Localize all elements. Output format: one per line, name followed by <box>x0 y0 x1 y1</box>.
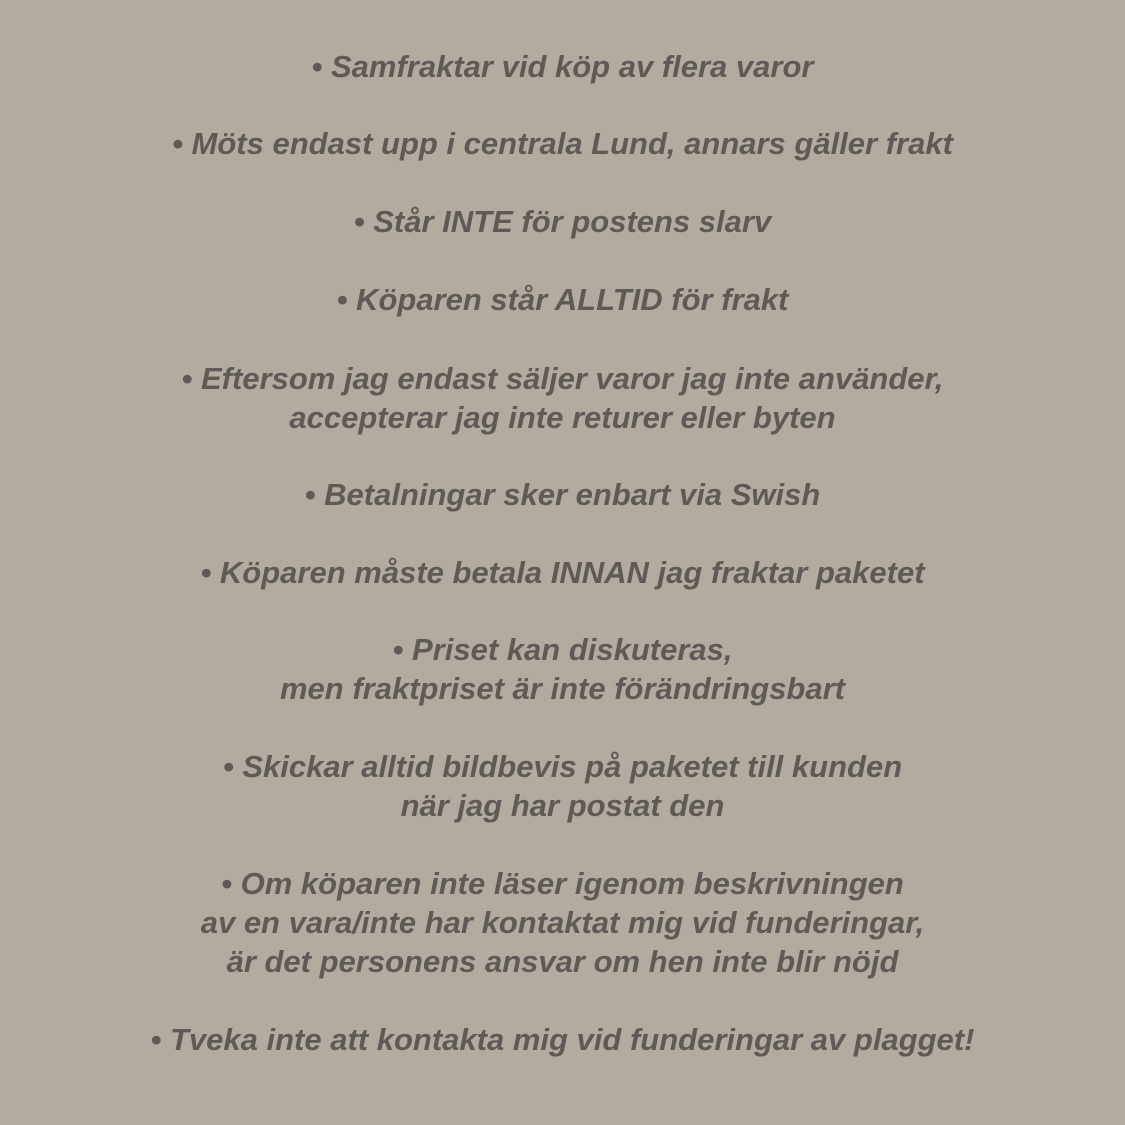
rule-no-returns <box>0 359 1125 437</box>
rule-combined-shipping <box>0 47 1125 86</box>
rule-line: • Köparen måste betala INNAN jag fraktar paketet <box>200 555 925 590</box>
rule-meetup-lund <box>0 124 1125 163</box>
rule-line: men fraktpriset är inte förändringsbart <box>279 671 845 706</box>
rule-line: • Om köparen inte läser igenom beskrivningen <box>221 866 904 901</box>
rule-line: • Eftersom jag endast säljer varor jag inte använder, <box>181 361 944 396</box>
rule-contact-me <box>0 1020 1125 1059</box>
rule-photo-proof <box>0 747 1125 825</box>
rule-line: • Samfraktar vid köp av flera varor <box>311 49 814 84</box>
rule-pay-before-shipping <box>0 553 1125 592</box>
rule-line: • Står INTE för postens slarv <box>353 204 772 239</box>
rule-line: • Skickar alltid bildbevis på paketet till kunden <box>222 749 903 784</box>
rule-price-negotiable <box>0 630 1125 708</box>
rule-line: • Betalningar sker enbart via Swish <box>304 477 821 512</box>
rule-buyer-pays-shipping <box>0 280 1125 319</box>
rule-line: • Köparen står ALLTID för frakt <box>336 282 789 317</box>
rule-line: • Möts endast upp i centrala Lund, annars gäller frakt <box>172 126 953 161</box>
rule-line: när jag har postat den <box>400 788 725 823</box>
rule-line: • Priset kan diskuteras, <box>392 632 733 667</box>
rule-read-description <box>0 864 1125 981</box>
rule-line: accepterar jag inte returer eller byten <box>289 400 836 435</box>
rule-line: av en vara/inte har kontaktat mig vid funderingar, <box>200 905 925 940</box>
rule-line: är det personens ansvar om hen inte blir nöjd <box>226 944 899 979</box>
rule-swish-only <box>0 475 1125 514</box>
rule-postal-liability <box>0 202 1125 241</box>
rule-line: • Tveka inte att kontakta mig vid funderingar av plagget! <box>150 1022 975 1057</box>
